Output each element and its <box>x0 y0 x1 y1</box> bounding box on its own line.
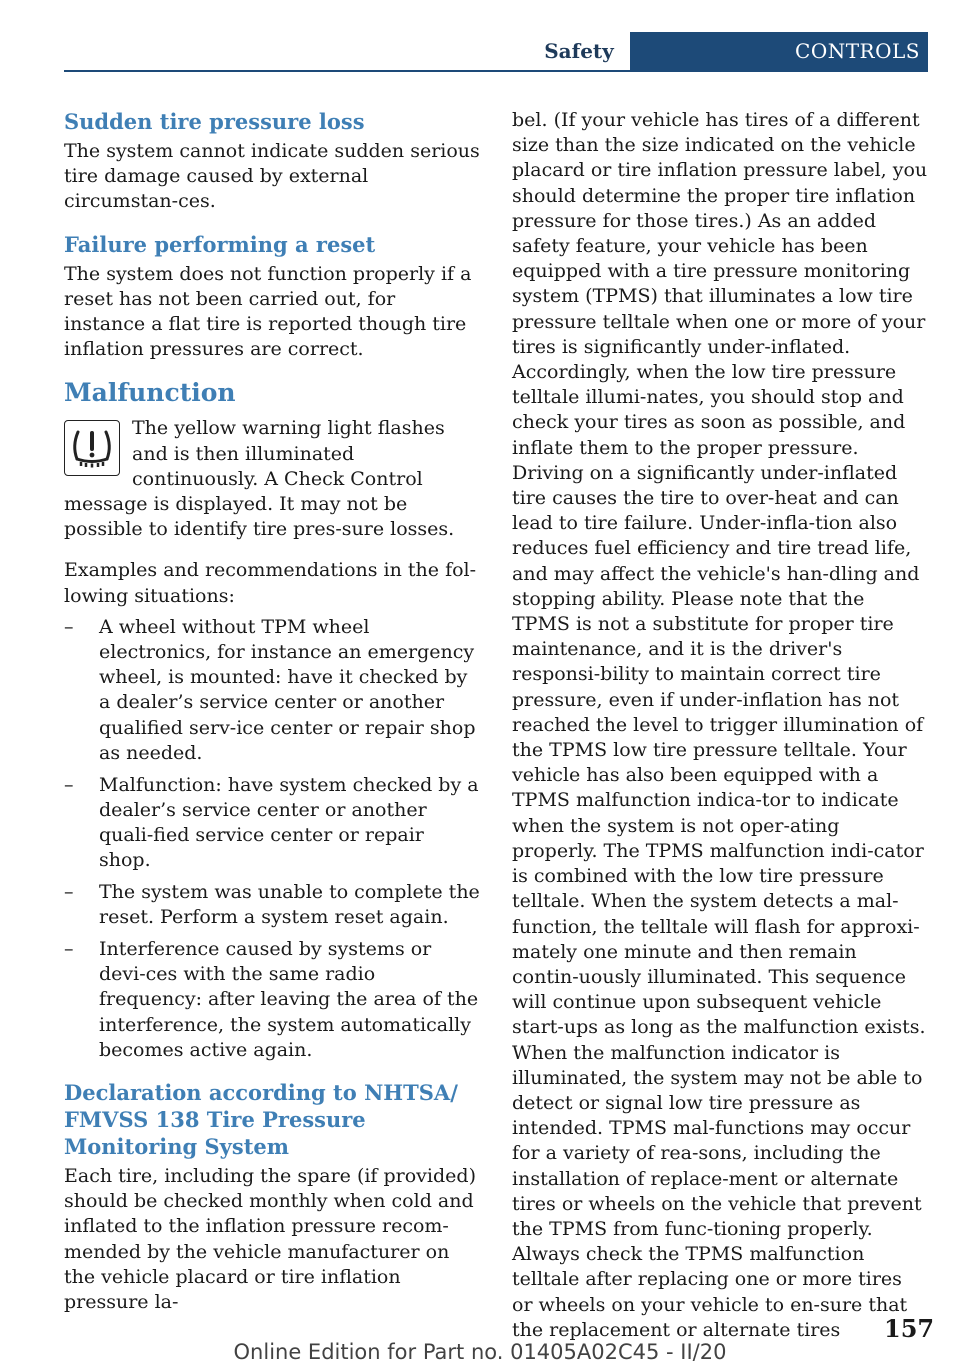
footer-watermark: Online Edition for Part no. 01405A02C45 - II/20 <box>233 1340 727 1364</box>
paragraph-declaration: Each tire, including the spare (if provided) should be checked monthly when cold and inflated to the inflation pressure recom-mended by the vehicle manufacturer on the vehicle placard or tire inflation pressure la- <box>64 1165 476 1314</box>
dash-marker: – <box>64 773 74 796</box>
list-item <box>64 880 480 930</box>
header-chapter-tab: CONTROLS <box>630 32 928 70</box>
dash-marker: – <box>64 881 74 904</box>
paragraph-failure-reset: The system does not function properly if a reset has not been carried out, for instance a flat tire is reported though tire inflation pressures are correct. <box>64 262 472 361</box>
right-column <box>512 108 928 1343</box>
heading-malfunction: Malfunction <box>64 378 236 408</box>
paragraph-examples: Examples and recommendations in the fol-lowing situations: <box>64 559 477 607</box>
list-item <box>64 615 480 766</box>
dash-marker: – <box>64 615 74 638</box>
list-item <box>64 937 480 1063</box>
paragraph-malfunction: The yellow warning light flashes and is then illuminated continuously. A Check Control message is displayed. It may not be possible to identify tire pres-sure losses. <box>64 417 455 541</box>
list-item <box>64 773 480 874</box>
heading-sudden-tire-pressure-loss: Sudden tire pressure loss <box>64 109 365 134</box>
list-item-text: Interference caused by systems or devi-ces with the same radio frequency: after leaving the area of the interference, the system automatically becomes active again. <box>99 938 479 1061</box>
paragraph-sudden-loss: The system cannot indicate sudden serious tire damage caused by external circumstan-ces. <box>64 140 480 213</box>
left-column <box>64 108 480 1331</box>
dash-marker: – <box>64 938 74 961</box>
page-number: 157 <box>884 1314 935 1343</box>
heading-declaration-nhtsa: Declaration according to NHTSA/ FMVSS 138 Tire Pressure Monitoring System <box>64 1080 458 1160</box>
heading-failure-reset: Failure performing a reset <box>64 231 376 257</box>
list-item-text: The system was unable to complete the reset. Perform a system reset again. <box>99 881 480 929</box>
paragraph-tpms-continued: bel. (If your vehicle has tires of a different size than the size indicated on the vehicle placard or tire inflation pressure label, you should determine the proper tire inflation pressure for those tires.) As an added safety feature, your vehicle has been equipped with a tire pressure monitoring system (TPMS) that illuminates a low tire pressure telltale when one or more of your tires is significantly under-inflated. Accordingly, when the low tire pressure telltale illumi-nates, you should stop and check your tires as soon as possible, and inflate them to the proper pressure. Driving on a significantly under-inflated tire causes the tire to over-heat and can lead to tire failure. Under-infla-tion also reduces fuel efficiency and tire tread life, and may affect the vehicle's han-dling and stopping ability. Please note that the TPMS is not a substitute for proper tire maintenance, and it is the driver's responsi-bility to maintain correct tire pressure, even if under-inflation has not reached the level to trigger illumination of the TPMS low tire pressure telltale. Your vehicle has also been equipped with a TPMS malfunction indica-tor to indicate when the system is not oper-ating properly. The TPMS malfunction indi-cator is combined with the low tire pressure telltale. When the system detects a mal-function, the telltale will flash for approxi-mately one minute and then remain contin-uously illuminated. This sequence will continue upon subsequent vehicle start-ups as long as the malfunction exists. When the malfunction indicator is illuminated, the system may not be able to detect or signal low tire pressure as intended. TPMS mal-functions may occur for a variety of rea-sons, including the installation of replace-ment or alternate tires or wheels on the vehicle that prevent the TPMS from func-tioning properly. Always check the TPMS malfunction telltale after replacing one or more tires or wheels on your vehicle to en-sure that the replacement or alternate tires <box>512 109 928 1341</box>
malfunction-block <box>64 416 480 542</box>
tire-pressure-warning-icon <box>64 420 120 476</box>
header-divider <box>64 70 928 72</box>
list-item-text: Malfunction: have system checked by a dealer’s service center or another quali-fied service center or repair shop. <box>99 773 479 872</box>
recommendation-list <box>64 615 480 1063</box>
list-item-text: A wheel without TPM wheel electronics, for instance an emergency wheel, is mounted: have it checked by a dealer’s service center or another qualified serv-ice center or repair shop as needed. <box>99 615 476 764</box>
header-section-label: Safety <box>544 39 614 63</box>
